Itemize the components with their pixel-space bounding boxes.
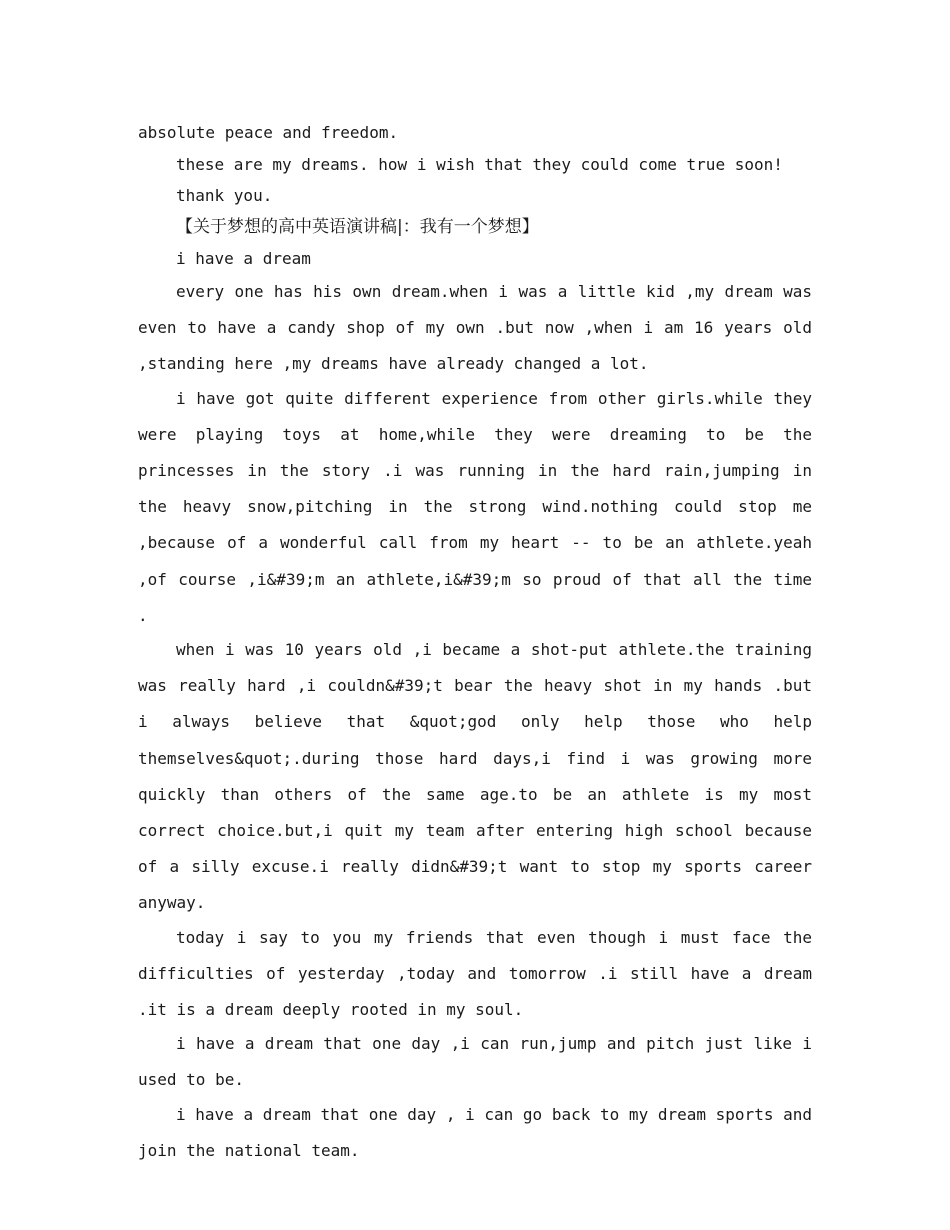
paragraph-7: i have got quite different experience from other girls.while they were playing toys at home,while they were dreaming to be the princesses in the story .i was running in the hard rain,jumping in the heavy snow,pitching in the strong wind.nothing could stop me ,because of a wonderful call from my heart -- to be an athlete.yeah ,of course ,i&#39;m an athlete,i&#39;m so proud of that all the time . <box>138 388 812 625</box>
paragraph-11: i have a dream that one day , i can go back to my dream sports and join the national team. <box>138 1104 812 1160</box>
paragraph-6: every one has his own dream.when i was a little kid ,my dream was even to have a candy shop of my own .but now ,when i am 16 years old ,standing here ,my dreams have already changed a lot. <box>138 281 812 374</box>
document-page <box>138 116 812 1169</box>
speech-title: i have a dream <box>176 249 311 269</box>
paragraph-1: absolute peace and freedom. <box>138 123 399 142</box>
paragraph-2: these are my dreams. how i wish that they could come true soon! <box>176 154 783 174</box>
paragraph-10: i have a dream that one day ,i can run,jump and pitch just like i used to be. <box>138 1034 812 1090</box>
section-heading: 【关于梦想的高中英语演讲稿|：我有一个梦想】 <box>176 216 539 237</box>
paragraph-9: today i say to you my friends that even though i must face the difficulties of yesterday ,today and tomorrow .i still have a dream .it is a dream deeply rooted in my soul. <box>138 927 812 1020</box>
paragraph-8: when i was 10 years old ,i became a shot-put athlete.the training was really hard ,i couldn&#39;t bear the heavy shot in my hands .but i always believe that &quot;god only help those who help themselves&quot;.during those hard days,i find i was growing more quickly than others of the same age.to be an athlete is my most correct choice.but,i quit my team after entering high school because of a silly excuse.i really didn&#39;t want to stop my sports career anyway. <box>138 640 812 913</box>
paragraph-3: thank you. <box>176 186 273 206</box>
